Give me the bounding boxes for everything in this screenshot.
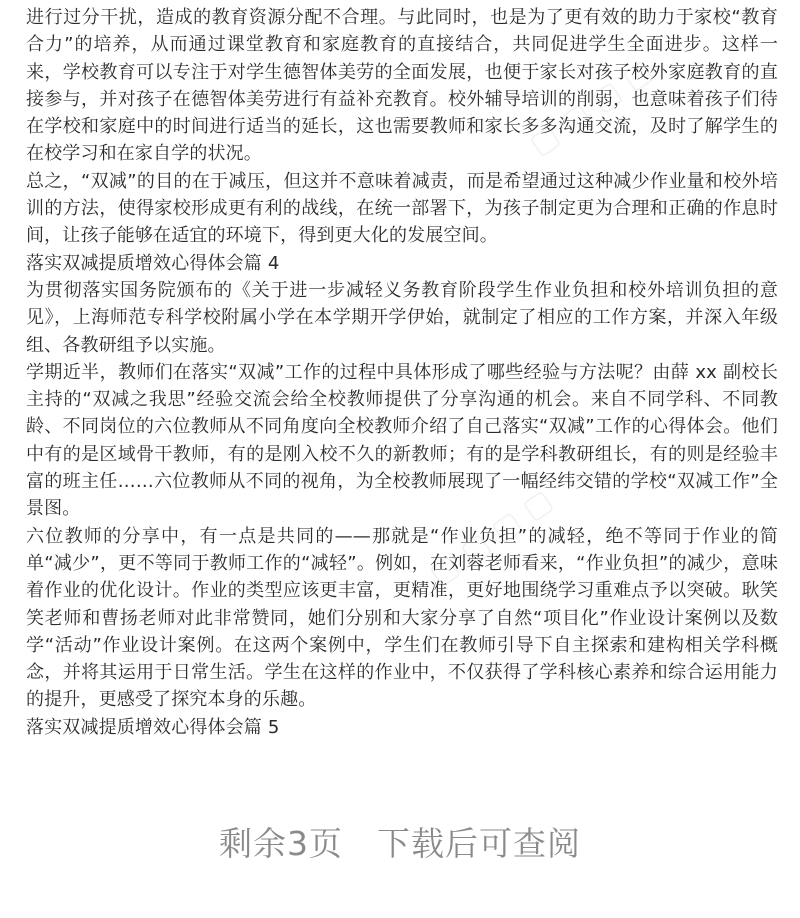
- section-heading-5: 落实双减提质增效心得体会篇 5: [26, 716, 280, 738]
- paragraph-1: 进行过分干扰，造成的教育资源分配不合理。与此同时，也是为了更有效的助力于家校“教育合力”的培养，从而通过课堂教育和家庭教育的直接结合，共同促进学生全面进步。这样一来，学校教育可以专注于对学生德智体美劳的全面发展，也便于家长对孩子校外家庭教育的直接参与，并对孩子在德智体美劳进行有益补充教育。校外辅导培训的削弱，也意味着孩子们待在学校和家庭中的时间进行适当的延长，这也需要教师和家长多多沟通交流，及时了解学生的在校学习和在家自学的状况。: [26, 7, 778, 165]
- remaining-pages-notice[interactable]: 剩余3页 下载后可查阅: [219, 824, 581, 863]
- document-body: [26, 4, 778, 741]
- paragraph-4: 学期近半，教师们在落实“双减”工作的过程中具体形成了哪些经验与方法呢？由薛 xx 副校长主持的“双减之我思”经验交流会给全校教师提供了分享沟通的机会。来自不同学科、不同教龄、不同岗位的六位教师从不同角度向全校教师介绍了自己落实“双减”工作的心得体会。他们中有的是区域骨干教师，有的是刚入校不久的新教师；有的是学科教研组长，有的则是经验丰富的班主任……六位教师从不同的视角，为全校教师展现了一幅经纬交错的学校“双减工作”全景图。: [26, 361, 778, 520]
- section-heading-4: 落实双减提质增效心得体会篇 4: [26, 252, 280, 274]
- paragraph-3: 为贯彻落实国务院颁布的《关于进一步减轻义务教育阶段学生作业负担和校外培训负担的意见》，上海师范专科学校附属小学在本学期开学伊始，就制定了相应的工作方案，并深入年级组、各教研组予以实施。: [26, 279, 778, 356]
- watermark: ▢ ▢ ▢ ▢: [522, 52, 660, 163]
- watermark: ▢ ▢ ▢ ▢: [422, 482, 560, 593]
- paragraph-2: 总之，“双减”的目的在于减压，但这并不意味着减责，而是希望通过这种减少作业量和校外培训的方法，使得家校形成更有利的战线，在统一部署下，为孩子制定更为合理和正确的作息时间，让孩子能够在适宜的环境下，得到更大化的发展空间。: [26, 170, 778, 247]
- paragraph-5: 六位教师的分享中，有一点是共同的——那就是“作业负担”的减轻，绝不等同于作业的简单“减少”，更不等同于教师工作的“减轻”。例如，在刘蓉老师看来，“作业负担”的减少，意味着作业的优化设计。作业的类型应该更丰富，更精准，更好地围绕学习重难点予以突破。耿笑笑老师和曹扬老师对此非常赞同，她们分别和大家分享了自然“项目化”作业设计案例以及数学“活动”作业设计案例。在这两个案例中，学生们在教师引导下自主探索和建构相关学科概念，并将其运用于日常生活。学生在这样的作业中，不仅获得了学科核心素养和综合运用能力的提升，更感受了探究本身的乐趣。: [26, 525, 778, 711]
